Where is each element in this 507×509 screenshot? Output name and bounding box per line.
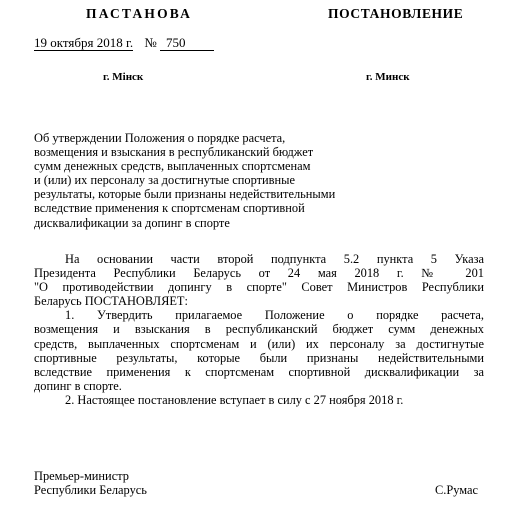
number-label: №	[144, 35, 157, 50]
item1-line: допинг в спорте.	[34, 378, 122, 393]
item2-line: 2. Настоящее постановление вступает в силу с 27 ноября 2018 г.	[65, 392, 404, 407]
item1-line: вследствие применения к спортсменам спортивной дисквалификации за	[34, 364, 484, 379]
preamble-line: На основании части второй подпункта 5.2 пункта 5 Указа	[65, 252, 484, 266]
title-line: сумм денежных средств, выплаченных спортсменам	[34, 159, 311, 174]
title-line: вследствие применения к спортсменам спортивной	[34, 201, 305, 216]
title-line: Об утверждении Положения о порядке расчета,	[34, 131, 286, 145]
city-belarusian: г. Мінск	[103, 71, 144, 83]
item1-line: спортивные результаты, которые были признаны недействительными	[34, 350, 484, 365]
item1-line: возмещения и взыскания в республиканский бюджет сумм денежных	[34, 322, 484, 337]
signature-position-line2: Республики Беларусь	[34, 483, 147, 498]
document-body	[34, 252, 484, 407]
document-number	[160, 36, 214, 51]
signature-name: С.Румас	[435, 483, 479, 497]
preamble-line: "О противодействии допингу в спорте" Совет Министров Республики	[34, 280, 484, 295]
header-title-russian: ПОСТАНОВЛЕНИЕ	[328, 6, 464, 21]
document-date: 19 октября 2018 г.	[34, 35, 134, 50]
item1-line: средств, выплаченных спортсменам и (или) их персоналу за достигнутые	[34, 336, 484, 351]
document-date-line	[34, 35, 214, 51]
preamble-line: Беларусь ПОСТАНОВЛЯЕТ:	[34, 294, 188, 309]
city-russian: г. Минск	[366, 71, 410, 83]
title-line: дисквалификации за допинг в спорте	[34, 215, 230, 230]
signature-position	[34, 469, 147, 497]
header-title-belarusian: ПАСТАНОВА	[86, 6, 193, 21]
preamble-line: Президента Республики Беларусь от 24 мая 2018 г. № 201	[34, 266, 484, 281]
title-line: возмещения и взыскания в республиканский бюджет	[34, 145, 314, 160]
document-title	[34, 131, 336, 230]
document-number-value: 750	[166, 35, 186, 50]
title-line: и (или) их персоналу за достигнутые спортивные	[34, 173, 295, 188]
item1-line: 1. Утвердить прилагаемое Положение о порядке расчета,	[65, 308, 484, 323]
title-line: результаты, которые были признаны недействительными	[34, 187, 336, 202]
signature-position-line1: Премьер-министр	[34, 469, 129, 483]
